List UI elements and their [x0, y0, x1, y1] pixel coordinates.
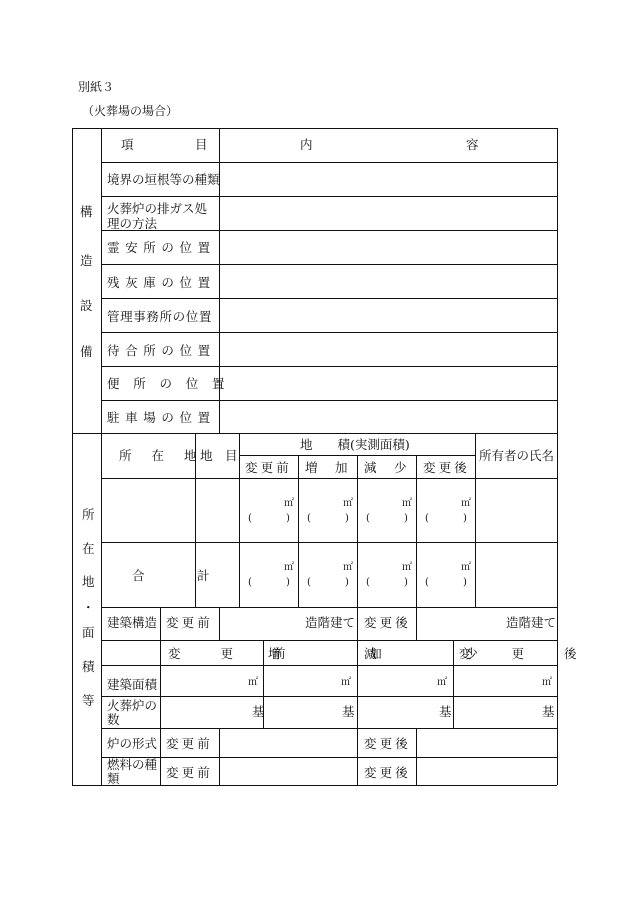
grid-line	[101, 196, 557, 197]
furnace-type-before: 変更前	[166, 736, 213, 751]
column-header-content: 内	[300, 137, 313, 152]
row-label-exhaust: 火葬炉の排ガス処理の方法	[107, 201, 208, 231]
paren-close: )	[286, 513, 290, 524]
grid-line	[101, 400, 557, 401]
grid-line	[101, 542, 557, 543]
unit-sqm: ㎡	[343, 562, 353, 573]
total-label: 合 計	[132, 568, 214, 583]
paren-open: (	[366, 513, 370, 524]
paren-open: (	[366, 577, 370, 588]
furnace-type-label: 炉の形式	[107, 736, 158, 751]
header-location: 所 在 地	[119, 448, 201, 463]
paren-open: (	[425, 577, 429, 588]
grid-line	[557, 128, 558, 785]
unit-sqm: ㎡	[248, 677, 258, 688]
unit-sqm: ㎡	[461, 498, 471, 509]
unit-count: 基	[252, 704, 265, 719]
group-label-char: 備	[80, 344, 93, 359]
grid-line	[101, 332, 557, 333]
row-label-parking: 駐車場の位置	[107, 410, 216, 425]
paren-close: )	[404, 513, 408, 524]
unit-sqm: ㎡	[437, 677, 447, 688]
grid-line	[72, 433, 557, 434]
column-header-content: 容	[466, 137, 479, 152]
unit-count: 基	[542, 704, 555, 719]
change-col-increase: 増 加	[268, 646, 387, 661]
grid-line	[357, 640, 358, 785]
grid-line	[101, 696, 557, 697]
grid-line	[101, 298, 557, 299]
grid-line	[101, 607, 557, 608]
grid-line	[101, 640, 557, 641]
group-label-char: 構	[80, 204, 93, 219]
unit-sqm: ㎡	[461, 562, 471, 573]
grid-line	[101, 433, 102, 785]
row-label-office: 管理事務所の位置	[107, 309, 213, 324]
group-label-char: 積	[82, 659, 95, 674]
unit-count: 基	[439, 704, 452, 719]
paren-open: (	[307, 577, 311, 588]
group-label-char: 地	[82, 574, 95, 589]
unit-sqm: ㎡	[402, 498, 412, 509]
paren-open: (	[307, 513, 311, 524]
row-label-ash-storage: 残灰庫の位置	[107, 275, 216, 290]
grid-line	[239, 455, 475, 456]
attachment-label: 別紙３	[78, 80, 115, 94]
building-structure-label: 建築構造	[107, 615, 158, 630]
grid-line	[101, 478, 557, 479]
paren-close: )	[286, 577, 290, 588]
unit-sqm: ㎡	[542, 677, 552, 688]
group-label-char: 所	[82, 507, 95, 522]
unit-sqm: ㎡	[402, 562, 412, 573]
furnace-type-after: 変更後	[364, 736, 411, 751]
unit-count: 基	[342, 704, 355, 719]
header-area: 地 積(実測面積)	[300, 437, 410, 452]
grid-line	[475, 433, 476, 607]
header-land-category: 地 目	[200, 448, 238, 463]
column-header-item: 目	[195, 137, 208, 152]
group-label-char: 面	[82, 625, 95, 640]
grid-line	[219, 607, 220, 640]
grid-line	[101, 366, 557, 367]
fuel-type-after: 変更後	[364, 765, 411, 780]
group-label-char: 在	[82, 541, 95, 556]
group-label-char: 等	[82, 693, 95, 708]
unit-sqm: ㎡	[284, 498, 294, 509]
grid-line	[101, 162, 557, 163]
grid-line	[101, 728, 557, 729]
group-label-char: ・	[82, 600, 95, 615]
unit-sqm: ㎡	[343, 498, 353, 509]
grid-line	[357, 607, 358, 640]
structure-after-label: 変更後	[364, 615, 411, 630]
structure-before-floors: 造階建て	[305, 615, 356, 630]
furnace-count-label: 火葬炉の数	[107, 698, 158, 727]
grid-line	[101, 128, 102, 433]
row-label-fence: 境界の垣根等の種類	[107, 172, 220, 187]
paren-close: )	[345, 513, 349, 524]
header-owner: 所有者の氏名	[479, 448, 555, 463]
form-subtitle: （火葬場の場合）	[82, 104, 179, 118]
paren-close: )	[463, 513, 467, 524]
row-label-waiting-room: 待合所の位置	[107, 343, 216, 358]
grid-line	[72, 128, 73, 785]
paren-open: (	[248, 513, 252, 524]
unit-sqm: ㎡	[284, 562, 294, 573]
area-col-decrease: 減 少	[364, 460, 410, 475]
row-label-morgue: 霊安所の位置	[107, 240, 216, 255]
grid-line	[101, 757, 557, 758]
change-col-decrease: 減 少	[364, 646, 483, 661]
fuel-type-before: 変更前	[166, 765, 213, 780]
building-area-label: 建築面積	[107, 677, 158, 692]
grid-line	[239, 433, 240, 607]
column-header-item: 項	[121, 137, 134, 152]
grid-line	[416, 607, 417, 640]
area-col-after: 変更後	[423, 460, 470, 475]
paren-open: (	[248, 577, 252, 588]
grid-line	[101, 665, 557, 666]
paren-open: (	[425, 513, 429, 524]
group-label-char: 造	[80, 253, 93, 268]
change-col-before: 変 更 前	[168, 646, 291, 661]
fuel-type-label: 燃料の種類	[107, 757, 158, 786]
area-col-increase: 増 加	[305, 460, 351, 475]
grid-line	[101, 264, 557, 265]
group-label-char: 設	[80, 298, 93, 313]
paren-close: )	[345, 577, 349, 588]
grid-line	[72, 128, 557, 129]
area-col-before: 変更前	[245, 460, 292, 475]
change-col-after: 変 更 後	[459, 646, 582, 661]
paren-close: )	[463, 577, 467, 588]
paren-close: )	[404, 577, 408, 588]
structure-before-label: 変更前	[166, 615, 213, 630]
row-label-toilet: 便所の位置	[107, 376, 239, 391]
structure-after-floors: 造階建て	[506, 615, 557, 630]
unit-sqm: ㎡	[341, 677, 351, 688]
